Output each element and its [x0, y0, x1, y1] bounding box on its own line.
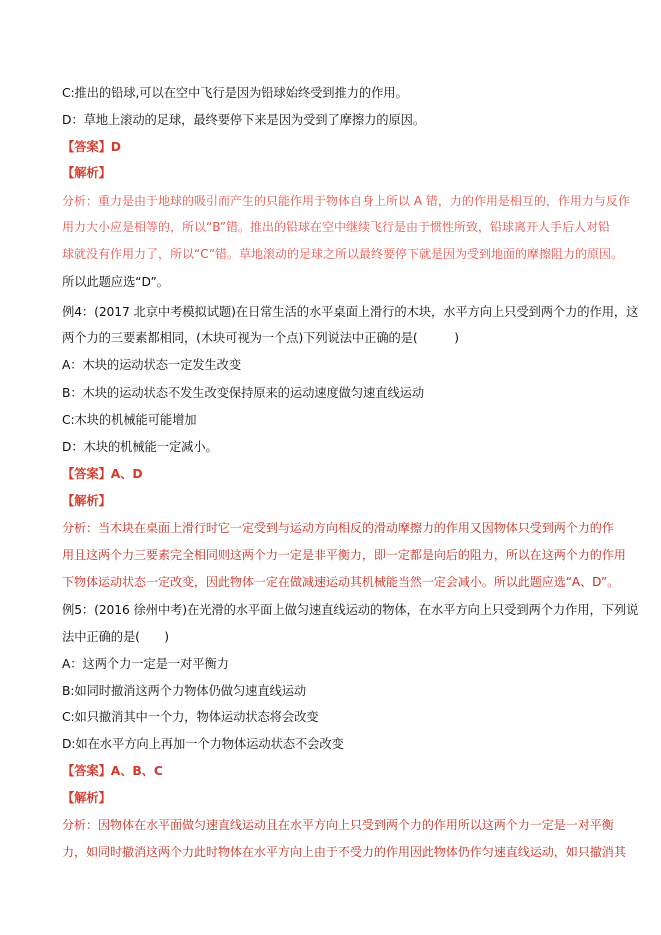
option-c-line: C:木块的机械能可能增加 [62, 413, 197, 427]
analysis-text-line: 力，如同时撤消这两个力此时物体在水平方向上由于不受力的作用因此物体仍作匀速直线运动，如只撤消其 [62, 845, 626, 859]
analysis-text-line: 分析：因物体在水平面做匀速直线运动且在水平方向上只受到两个力的作用所以这两个力一定是一对平衡 [62, 818, 614, 832]
analysis-heading: 【解析】 [62, 166, 111, 180]
option-a-line: A：这两个力一定是一对平衡力 [62, 657, 229, 671]
option-d-line: D：草地上滚动的足球，最终要停下来是因为受到了摩擦力的原因。 [62, 113, 426, 127]
example-4-question: 两个力的三要素都相同，(木块可视为一个点)下列说法中正确的是( ) [62, 331, 459, 345]
analysis-heading: 【解析】 [62, 791, 111, 805]
analysis-text-line: 分析：当木块在桌面上滑行时它一定受到与运动方向相反的滑动摩擦力的作用又因物体只受到两个力的作 [62, 521, 614, 535]
option-d-line: D：木块的机械能一定减小。 [62, 440, 218, 454]
option-a-line: A：木块的运动状态一定发生改变 [62, 358, 242, 372]
analysis-text-line: 用力大小应是相等的，所以“B”错。推出的铅球在空中继续飞行是由于惯性所致，铅球离开人手后人对铅 [62, 220, 611, 234]
answer-heading: 【答案】A、B、C [62, 764, 163, 778]
option-b-line: B：木块的运动状态不发生改变保持原来的运动速度做匀速直线运动 [62, 386, 425, 400]
option-b-line: B:如同时撤消这两个力物体仍做匀速直线运动 [62, 684, 307, 698]
answer-heading: 【答案】D [62, 140, 121, 154]
analysis-text-line: 下物体运动状态一定改变，因此物体一定在做减速运动其机械能当然一定会减小。所以此题应选“A、D”。 [62, 575, 620, 589]
option-c-line: C:如只撤消其中一个力，物体运动状态将会改变 [62, 710, 319, 724]
option-d-line: D:如在水平方向上再加一个力物体运动状态不会改变 [62, 737, 344, 751]
analysis-text-line: 球就没有作用力了，所以“C”错。草地滚动的足球之所以最终要停下就是因为受到地面的摩擦阻力的原因。 [62, 247, 624, 261]
example-5-question: 例5：(2016 徐州中考)在光滑的水平面上做匀速直线运动的物体，在水平方向上只受到两个力作用，下列说 [62, 603, 639, 617]
example-5-question: 法中正确的是( ) [62, 630, 169, 644]
conclusion-line: 所以此题应选“D”。 [62, 275, 169, 289]
option-c-line: C:推出的铅球,可以在空中飞行是因为铅球始终受到推力的作用。 [62, 86, 408, 100]
analysis-text-line: 分析：重力是由于地球的吸引而产生的只能作用于物体自身上所以 A 错，力的作用是相互的，作用力与反作 [62, 194, 630, 208]
analysis-heading: 【解析】 [62, 494, 111, 508]
analysis-text-line: 用且这两个力三要素完全相同则这两个力一定是非平衡力，即一定都是向后的阻力，所以在这两个力的作用 [62, 548, 626, 562]
answer-heading: 【答案】A、D [62, 467, 143, 481]
example-4-question: 例4：(2017 北京中考模拟试题)在日常生活的水平桌面上滑行的木块，水平方向上只受到两个力的作用，这 [62, 305, 639, 319]
